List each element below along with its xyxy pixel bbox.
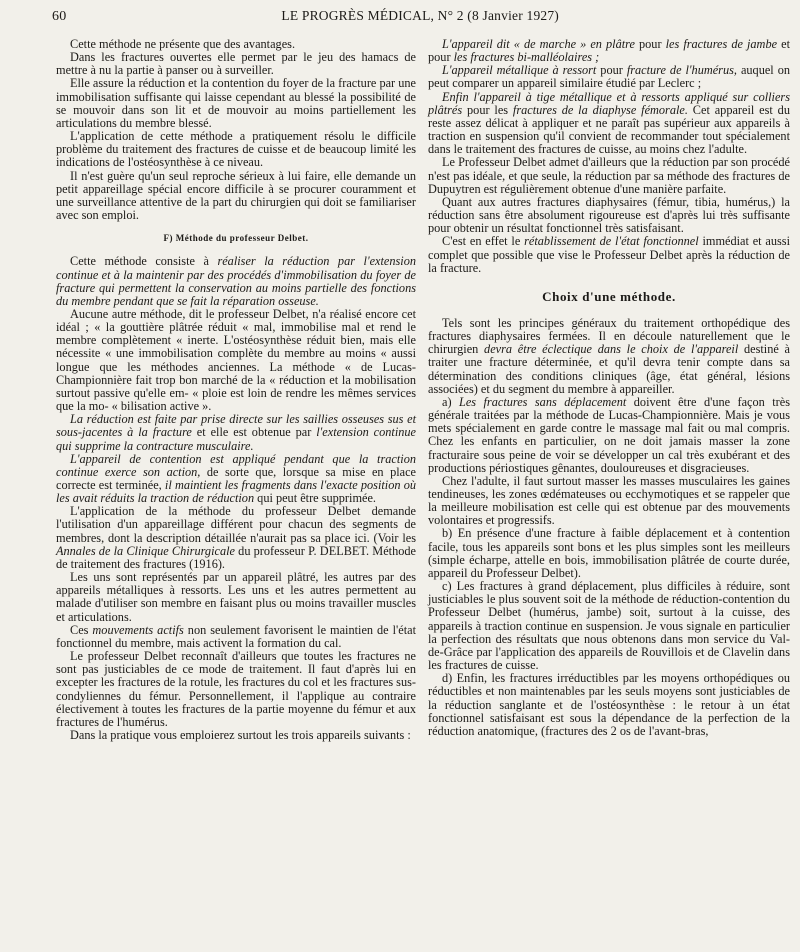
text: immédiat et aussi complet que possible que vise le Professeur Delbet après la réduction de la fracture.: [428, 234, 790, 275]
text: auquel on peut comparer un appareil similaire étudié par Leclerc ;: [428, 63, 790, 91]
text: C'est en effet le: [442, 234, 525, 249]
paragraph: [428, 235, 790, 274]
paragraph: Le Professeur Delbet admet d'ailleurs que la réduction par son procédé n'est pas idéale, et que seule, la réduction par sa méthode des fractures de Dupuytren est régulièrement obtenue d'une manière parfaite.: [428, 155, 790, 196]
paragraph: [428, 317, 790, 396]
paragraph: [56, 255, 416, 308]
paragraph: b) En présence d'une fracture à faible déplacement et à contention facile, tous les appareils sont bons et les plus simples sont les meilleurs (simple écharpe, attelle en bois, immobilisation plâtrée de courte durée, appareil du Professeur Delbet).: [428, 526, 790, 580]
subsection-heading: F) Méthode du professeur Delbet.: [163, 233, 309, 244]
paragraph: Il n'est guère qu'un seul reproche sérieux à lui faire, elle demande un petit appareillage spécial encore difficile à se procurer couramment et une surveillance attentive de la part du chirurgien qui doit se familiariser avec son emploi.: [56, 168, 416, 223]
text: de sorte que, lorsque sa mise en place correcte est terminée,: [56, 464, 417, 492]
text: Tels sont les principes généraux du traitement orthopédique des fractures diaphysaires fermées. Il en découle naturellement que le chirurgien: [428, 315, 790, 357]
paragraph: Quant aux autres fractures diaphysaires (fémur, tibia, humérus,) la réduction sans être absolument rigoureuse est d'après lui très suffisante pour obtenir un résultat fonctionnel très satisfaisant.: [428, 194, 790, 236]
paragraph: L'application de cette méthode a pratiquement résolu le difficile problème du traitement des fractures de cuisse et de beaucoup limité les indications de l'ostéosynthèse à ce niveau.: [56, 129, 416, 170]
italic-text: L'appareil dit « de marche » en plâtre: [442, 37, 635, 51]
paragraph: Dans la pratique vous emploierez surtout les trois appareils suivants :: [70, 727, 411, 742]
paragraph: [428, 64, 790, 90]
text: Cet appareil est du reste assez délicat à appliquer et ne paraît pas supérieur aux appareils à traction en suspension qu'il convient de recommander tout spécialement dans le traitement des fractures de cuisse, au moins chez l'adulte.: [428, 102, 790, 157]
paragraph: Elle assure la réduction et la contention du foyer de la fracture par une immobilisation suffisante qui laisse cependant au blessé la possibilité de se mouvoir dans son lit et de mouvoir au moins partiellement les articulations du membre blessé.: [56, 76, 416, 130]
paragraph: c) Les fractures à grand déplacement, plus difficiles à réduire, sont justiciables le plus souvent soit de la méthode de réduction-contention du Professeur Delbet (humérus, jambe) soit, surtout à la cuisse, des appareils à traction continue en suspension. Je vous signale en particulier la perfection des résultats que nous obtenons dans mon service du Val-de-Grâce par l'application des appareils de Rouvillois et de Clavelin dans les fractures de cuisse.: [428, 579, 790, 673]
italic-text: Enfin l'appareil à tige métallique et à ressorts appliqué sur colliers plâtrés: [428, 89, 790, 117]
text: pour: [634, 37, 666, 51]
italic-text: rétablissement de l'état fonctionnel: [524, 234, 699, 249]
italic-text: les fractures de jambe: [665, 37, 778, 51]
text: et elle est obtenue par: [191, 425, 317, 440]
italic-text: fractures de la diaphyse fémorale.: [512, 102, 688, 117]
italic-text: il maintient les fragments dans l'exacte position où les avait réduits la traction de réduction: [56, 478, 417, 506]
text: et pour: [428, 37, 790, 65]
page-number: 60: [52, 9, 67, 24]
text: Cette méthode consiste à: [70, 254, 218, 269]
paragraph: Chez l'adulte, il faut surtout masser les masses musculaires les gaines tendineuses, les zones œdémateuses ou ecchymotiques et se rappeler que la meilleure mobilisation est celle qui est obtenue par des mouvements volontaires et progressifs.: [428, 473, 790, 528]
paragraph: [56, 413, 416, 452]
running-header: [52, 8, 774, 28]
italic-text: Les fractures sans déplacement: [459, 394, 627, 409]
quotation-paragraph: Aucune autre méthode, dit le professeur Delbet, n'a réalisé encore cet idéal ; « la gouttière plâtrée réduit « mal, immobilise mal et rend le membre complètement « inerte. L'ostéosynthèse réduit bien, mais elle nécessite « une immobilisation complète du membre au moins « aussi longue que les méthodes anciennes. La méthode « de Lucas-Championnière fait trop bon marché de la « réduction et la mobilisation surtout passive qu'elle em- « ploie est loin de rendre les mêmes services que la mo- « bilisation active ».: [56, 306, 416, 414]
text: du professeur P. DELBET. Méthode de traitement des fractures (1916).: [56, 543, 417, 571]
italic-text: mouvements actifs: [92, 622, 184, 637]
paragraph: [428, 396, 790, 475]
running-title: LE PROGRÈS MÉDICAL, N° 2 (8 Janvier 1927): [281, 8, 559, 23]
paragraph: d) Enfin, les fractures irréductibles par les moyens orthopédiques ou réductibles et non maintenables par les seuls moyens sont justiciables de la réduction sanglante et de l'ostéosynthèse : le retour à un état fonctionnel satisfaisant est sous la dépendance de la perfection de la réduction anatomique, (fractures des 2 os de l'avant-bras,: [428, 671, 790, 738]
text: non seulement favorisent le maintien de l'état fonctionnel du membre, mais activent la formation du cal.: [56, 622, 416, 650]
paragraph: Les uns sont représentés par un appareil plâtré, les autres par des appareils métalliques à ressorts. Les uns et les autres permettent au malade d'utiliser son membre en faisant plus ou moins travailler muscles et articulations.: [56, 570, 416, 624]
text: destiné à traiter une fracture déterminée, et qu'il devra tenir compte dans sa détermination des conditions cliniques (âge, état général, lésions associées) et du segment du membre à appareiller.: [428, 342, 790, 396]
text: a): [442, 394, 459, 409]
paragraph: Le professeur Delbet reconnaît d'ailleurs que toutes les fractures ne sont pas justiciables de ce mode de traitement. Il faut d'après lui en excepter les fractures de la rotule, les fractures du col et les fractures sus-condyliennes du fémur. Personnellement, il l'applique au contraire électivement à toutes les fractures de la partie moyenne du fémur et aux fractures de l'humérus.: [56, 649, 416, 729]
text: pour: [596, 63, 627, 78]
right-column: [428, 38, 790, 738]
section-heading: Choix d'une méthode.: [542, 288, 676, 304]
italic-text: Annales de la Clinique Chirurgicale: [56, 543, 235, 558]
paragraph: Cette méthode ne présente que des avantages.: [70, 37, 296, 51]
text: Ces: [70, 622, 93, 637]
italic-text: L'appareil métallique à ressort: [442, 63, 597, 78]
paragraph: [56, 624, 416, 650]
italic-text: réaliser la réduction par l'extension continue et à la maintenir par des procédés d'immobilisation du foyer de fracture qui permettent la conservation au moins partielle des fonctions du membre pendant que se fait la réparation osseuse.: [56, 254, 417, 308]
text: doivent être d'une façon très générale traitées par la méthode de Lucas-Championnière. Mais je vous mets spécialement en garde contre le massage mal fait ou mal compris. Chez les enfants en particulier, on ne doit jamais masser la zone fracturaire sous peine de voir se développer un cal très exubérant et des productions périostiques gênantes, douloureuses et disgracieuses.: [428, 394, 790, 475]
italic-text: fracture de l'humérus,: [626, 63, 737, 78]
italic-text: devra être éclectique dans le choix de l'appareil: [484, 342, 739, 357]
paragraph: [428, 38, 790, 64]
paragraph: [56, 505, 416, 571]
text: L'application de la méthode du professeur Delbet demande l'utilisation d'un appareillage différent pour chacun des segments de membres, dont la description détaillée n'aurait pas sa place ici. (Voir les: [56, 504, 416, 545]
text: pour les: [462, 102, 513, 117]
left-column: [56, 38, 416, 742]
paragraph: Dans les fractures ouvertes elle permet par le jeu des hamacs de mettre à nu la partie à panser ou à surveiller.: [56, 50, 416, 78]
text: qui peut être supprimée.: [254, 491, 376, 506]
italic-text: L'appareil de contention est appliqué pendant que la traction continue exerce son action,: [56, 451, 416, 479]
paragraph: [428, 91, 790, 157]
italic-text: La réduction est faite par prise directe sur les saillies osseuses sus et sous-jacentes à la fracture: [56, 412, 416, 440]
italic-text: l'extension continue qui supprime la contracture musculaire.: [56, 425, 417, 453]
paragraph: [56, 453, 416, 506]
italic-text: les fractures bi-malléolaires ;: [453, 50, 600, 65]
